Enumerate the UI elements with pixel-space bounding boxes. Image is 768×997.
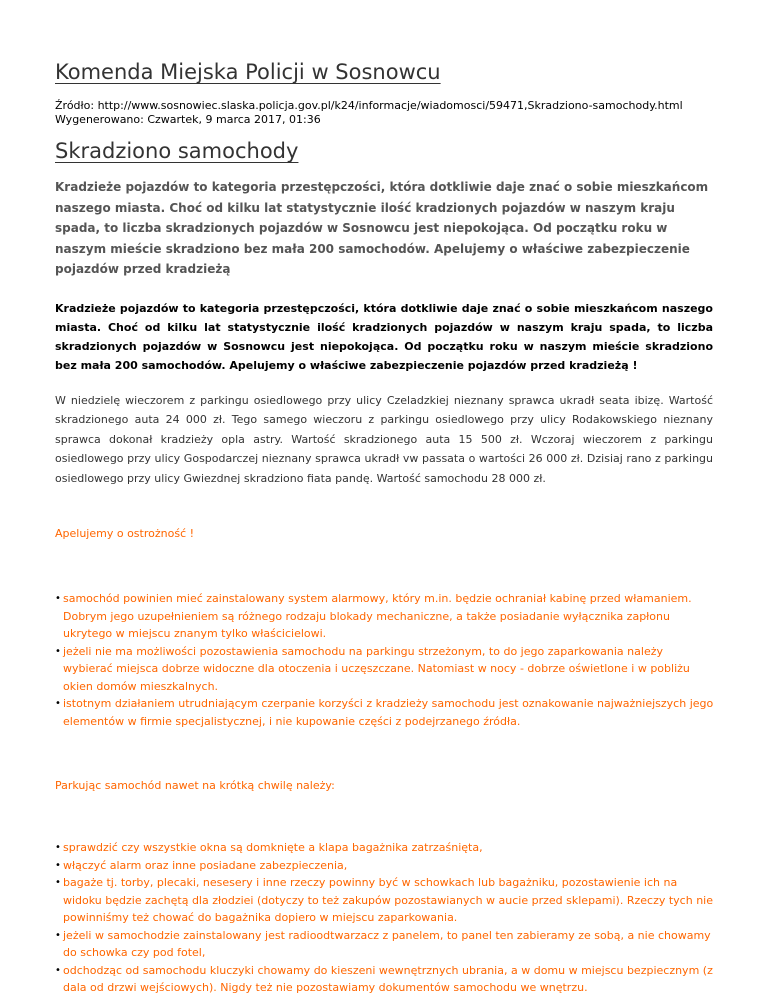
appeal-text: Apelujemy o ostrożność ! [55, 527, 195, 540]
bullet-icon: • [55, 593, 61, 604]
list-item [55, 927, 715, 962]
article-lead: Kradzieże pojazdów to kategoria przestępczości, która dotkliwie daje znać o sobie mieszkańcom naszego miasta. Choć od kilku lat statystycznie ilość kradzionych pojazdów w naszym kraju spada, to liczba skradzionych pojazdów w Sosnowcu jest niepokojąca. Od początku roku w naszym mieście skradziono bez mała 200 samochodów. Apelujemy o właściwe zabezpieczenie pojazdów przed kradzieżą [55, 180, 709, 276]
list-item [55, 643, 715, 696]
tip-text: jeżeli nie ma możliwości pozostawienia samochodu na parkingu strzeżonym, to do jego zaparkowania należy wybierać miejsca dobrze widoczne dla otoczenia i uczęszczane. Natomiast w nocy - dobrze oświetlone i w pobliżu okien domów mieszkalnych. [63, 644, 690, 693]
bullet-icon: • [55, 859, 61, 871]
parking-tips-list [55, 839, 715, 997]
parking-tip-text: włączyć alarm oraz inne posiadane zabezpieczenia, [63, 858, 348, 872]
meta-info [55, 99, 713, 127]
list-item [55, 962, 715, 997]
list-item [55, 590, 715, 643]
bullet-icon: • [55, 929, 61, 941]
security-tips-list [55, 590, 715, 730]
bullet-icon: • [55, 877, 61, 888]
list-item [55, 874, 715, 927]
list-item [55, 695, 715, 730]
generated-line: Wygenerowano: Czwartek, 9 marca 2017, 01:36 [55, 113, 321, 126]
tip-text: istotnym działaniem utrudniającym czerpanie korzyści z kradzieży samochodu jest oznakowanie najważniejszych jego elementów w firmie specjalistycznej, i nie kupowanie części z podejrzanego źródła. [63, 697, 714, 728]
source-line: Źródło: http://www.sosnowiec.slaska.policja.gov.pl/k24/informacje/wiadomosci/59471,Skradziono-samochody.html [55, 99, 683, 112]
parking-tip-text: jeżeli w samochodzie zainstalowany jest radioodtwarzacz z panelem, to panel ten zabieramy ze sobą, a nie chowamy do schowka czy pod fotel, [63, 928, 711, 959]
article-lead-repeat: Kradzieże pojazdów to kategoria przestępczości, która dotkliwie daje znać o sobie mieszkańcom naszego miasta. Choć od kilku lat statystycznie ilość kradzionych pojazdów w naszym kraju spada, to liczba skradzionych pojazdów w Sosnowcu jest niepokojąca. Od początku roku w naszym mieście skradziono bez mała 200 samochodów. Apelujemy o właściwe zabezpieczenie pojazdów przed kradzieżą ! [55, 301, 713, 372]
tip-text: samochód powinien mieć zainstalowany system alarmowy, który m.in. będzie ochraniał kabinę przed włamaniem. Dobrym jego uzupełnieniem są różnego rodzaju blokady mechaniczne, a także posiadanie wyłącznika zapłonu ukrytego w miejscu znanym tylko właścicielowi. [63, 592, 692, 640]
parking-tip-text: bagaże tj. torby, plecaki, nesesery i inne rzeczy powinny być w schowkach lub bagażniku, pozostawienie ich na widoku będzie zachętą dla złodziei (dotyczy to też zakupów pozostawianych w aucie przed sklepami). Rzeczy tych nie powinniśmy też chować do bagażnika dopiero w miejscu zaparkowania. [63, 876, 713, 924]
article-body: W niedzielę wieczorem z parkingu osiedlowego przy ulicy Czeladzkiej nieznany sprawca ukradł seata ibizę. Wartość skradzionego auta 24 000 zł. Tego samego wieczoru z parkingu osiedlowego przy ulicy Rodakowskiego nieznany sprawca dokonał kradzieży opla astry. Wartość skradzionego auta 15 500 zł. Wczoraj wieczorem z parkingu osiedlowego przy ulicy Gospodarczej nieznany sprawca ukradł vw passata o wartości 26 000 zł. Dzisiaj rano z parkingu osiedlowego przy ulicy Gwiezdnej skradziono fiata pandę. Wartość samochodu 28 000 zł. [55, 393, 713, 485]
site-title: Komenda Miejska Policji w Sosnowcu [55, 60, 441, 84]
list-item [55, 839, 715, 857]
article-title: Skradziono samochody [55, 139, 299, 163]
bullet-icon: • [55, 645, 61, 657]
bullet-icon: • [55, 842, 61, 853]
parking-intro: Parkując samochód nawet na krótką chwilę należy: [55, 779, 335, 792]
parking-tip-text: odchodząc od samochodu kluczyki chowamy do kieszeni wewnętrznych ubrania, a w domu w miejscu bezpiecznym (z dala od drzwi wejściowych). Nigdy też nie pozostawiamy dokumentów samochodu we wnętrzu. [63, 963, 713, 994]
list-item [55, 857, 715, 875]
bullet-icon: • [55, 698, 61, 709]
parking-tip-text: sprawdzić czy wszystkie okna są domknięte a klapa bagażnika zatrzaśnięta, [63, 841, 483, 854]
bullet-icon: • [55, 964, 61, 976]
